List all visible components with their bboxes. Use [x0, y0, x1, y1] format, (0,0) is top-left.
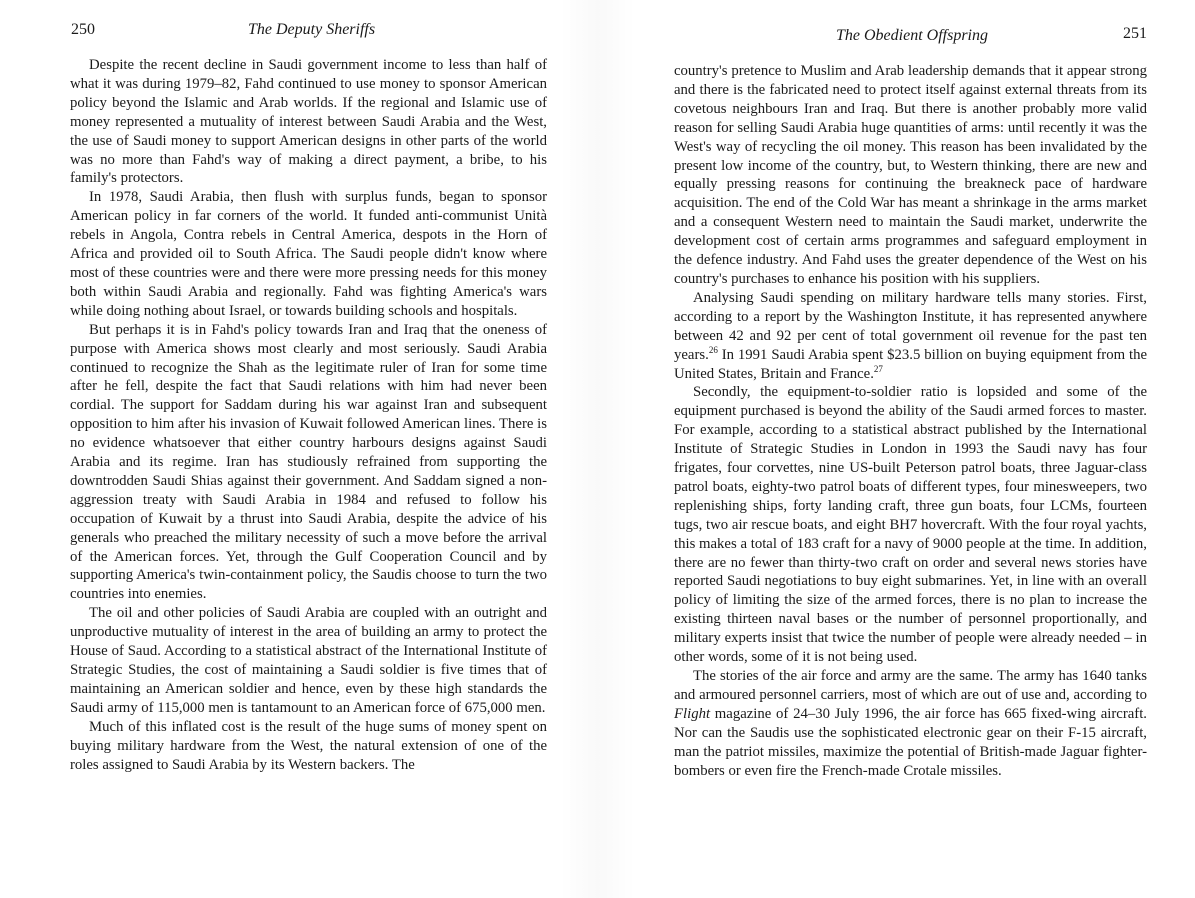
footnote-marker: 26 — [708, 344, 718, 355]
running-title: The Obedient Offspring — [836, 27, 988, 44]
paragraph: But perhaps it is in Fahd's policy towards Iran and Iraq that the oneness of purpose with America shows most clearly and most seriously. Saudi Arabia continued to recognize the Shah as the legitimate ruler of Iran for some time after he fell, despite the fact that Saudi relations with him had never been cordial. The support for Saddam during his war against Iran and subsequent opposition to him after his invasion of Kuwait followed American lines. There is no evidence whatsoever that either country harbours designs against Saudi Arabia and its regime. Iran has studiously refrained from supporting the downtrodden Saudi Shias against their government. And Saddam signed a non-aggression treaty with Saudi Arabia in 1984 and refused to follow his occupation of Kuwait by a thrust into Saudi Arabia, despite the advice of his generals who preached the military necessity of such a move before the arrival of the American forces. Yet, through the Gulf Cooperation Council and by supporting America's twin-containment policy, the Saudis choose to turn the two countries into enemies. — [70, 321, 547, 603]
paragraph: country's pretence to Muslim and Arab leadership demands that it appear strong and there is the fabricated need to protect itself against external threats from its covetous neighbours Iran and Iraq. But there is another probably more valid reason for selling Saudi Arabia huge quantities of arms: until recently it was the West's way of recycling the oil money. This reason has been invalidated by the present low income of the country, but, to Western thinking, there are new and equally pressing reasons for continuing the breakneck pace of hardware acquisition. The end of the Cold War has meant a shrinkage in the arms market and a consequent Western need to maintain the Saudi market, underwrite the development cost of certain arms programmes and safeguard employment in the defence industry. And Fahd uses the greater dependence of the West on his country's purchases to enhance his position with his suppliers. — [674, 63, 1147, 287]
paragraph-text: The stories of the air force and army are the same. The army has 1640 tanks and armoured personnel carriers, most of which are out of use and, according to — [674, 668, 1147, 703]
page-body — [70, 56, 547, 774]
magazine-title: Flight — [674, 705, 711, 722]
paragraph: Much of this inflated cost is the result of the huge sums of money spent on buying military hardware from the West, the natural extension of one of the roles assigned to Saudi Arabia by its Western backers. The — [70, 718, 547, 773]
paragraph: In 1978, Saudi Arabia, then flush with surplus funds, began to sponsor American policy in far corners of the world. It funded anti-communist Unità rebels in Angola, Contra rebels in Central America, despots in the Horn of Africa and provided oil to South Africa. The Saudi people didn't know where most of these countries were and there were more pressing needs for this money both within Saudi Arabia and regionally. Fahd was fighting America's wars while doing nothing about Israel, or towards building schools and hospitals. — [70, 189, 547, 319]
paragraph: Despite the recent decline in Saudi government income to less than half of what it was during 1979–82, Fahd continued to use money to sponsor American policy beyond the Islamic and Arab worlds. If the regional and Islamic use of money represented a mutuality of interest between Saudi Arabia and the West, the use of Saudi money to support American designs in other parts of the world was no more than Fahd's way of making a direct payment, a bribe, to his family's protectors. — [70, 57, 547, 187]
paragraph-text: Analysing Saudi spending on military hardware tells many stories. First, according to a report by the Washington Institute, it has represented anywhere between 42 and 92 per cent of total government oil revenue for the past ten years. — [674, 289, 1147, 363]
page-number: 251 — [1123, 25, 1147, 42]
footnote-marker: 27 — [873, 363, 883, 374]
paragraph-text: In 1991 Saudi Arabia spent $23.5 billion on buying equipment from the United States, Britain and France. — [674, 346, 1147, 382]
running-title: The Deputy Sheriffs — [248, 21, 376, 38]
paragraph: The oil and other policies of Saudi Arabia are coupled with an outright and unproductive mutuality of interest in the area of building an army to protect the House of Saud. According to a statistical abstract of the International Institute of Strategic Studies, the cost of maintaining a Saudi soldier is five times that of maintaining an American soldier and hence, even by these high standards the Saudi army of 115,000 men is tantamount to an American force of 675,000 men. — [70, 605, 547, 716]
paragraph — [674, 667, 1147, 780]
right-page — [598, 0, 1195, 898]
page-body — [674, 62, 1147, 780]
paragraph: Secondly, the equipment-to-soldier ratio is lopsided and some of the equipment purchased is beyond the ability of the Saudi armed forces to master. For example, according to a statistical abstract published by the International Institute of Strategic Studies in London in 1993 the Saudi navy has four frigates, four corvettes, nine US-built Peterson patrol boats, three Jaguar-class patrol boats, eighty-two patrol boats of different types, four minesweepers, two replenishing ships, forty landing craft, three gun boats, four LCMs, fourteen tugs, two air rescue boats, and eight BH7 hovercraft. With the four royal yachts, this makes a total of 183 craft for a navy of 9000 people at the time. In addition, there are no fewer than thirty-two craft on order and several news stories have reported Saudi negotiations to buy eight submarines. Yet, in line with an overall policy of limiting the size of the armed forces, there is no plan to increase the existing thirteen naval bases or the number of personnel proportionally, and military experts insist that twice the number of people were already needed – in other words, some of it is not being used. — [674, 384, 1147, 666]
paragraph — [674, 289, 1147, 384]
paragraph-text: magazine of 24–30 July 1996, the air force has 665 fixed-wing aircraft. Nor can the Saudis use the sophisticated electronic gear on their F-15 aircraft, man the patriot missiles, maximize the potential of British-made Jaguar fighter-bombers or even fire the French-made Crotale missiles. — [674, 705, 1147, 779]
page-number: 250 — [71, 21, 95, 38]
